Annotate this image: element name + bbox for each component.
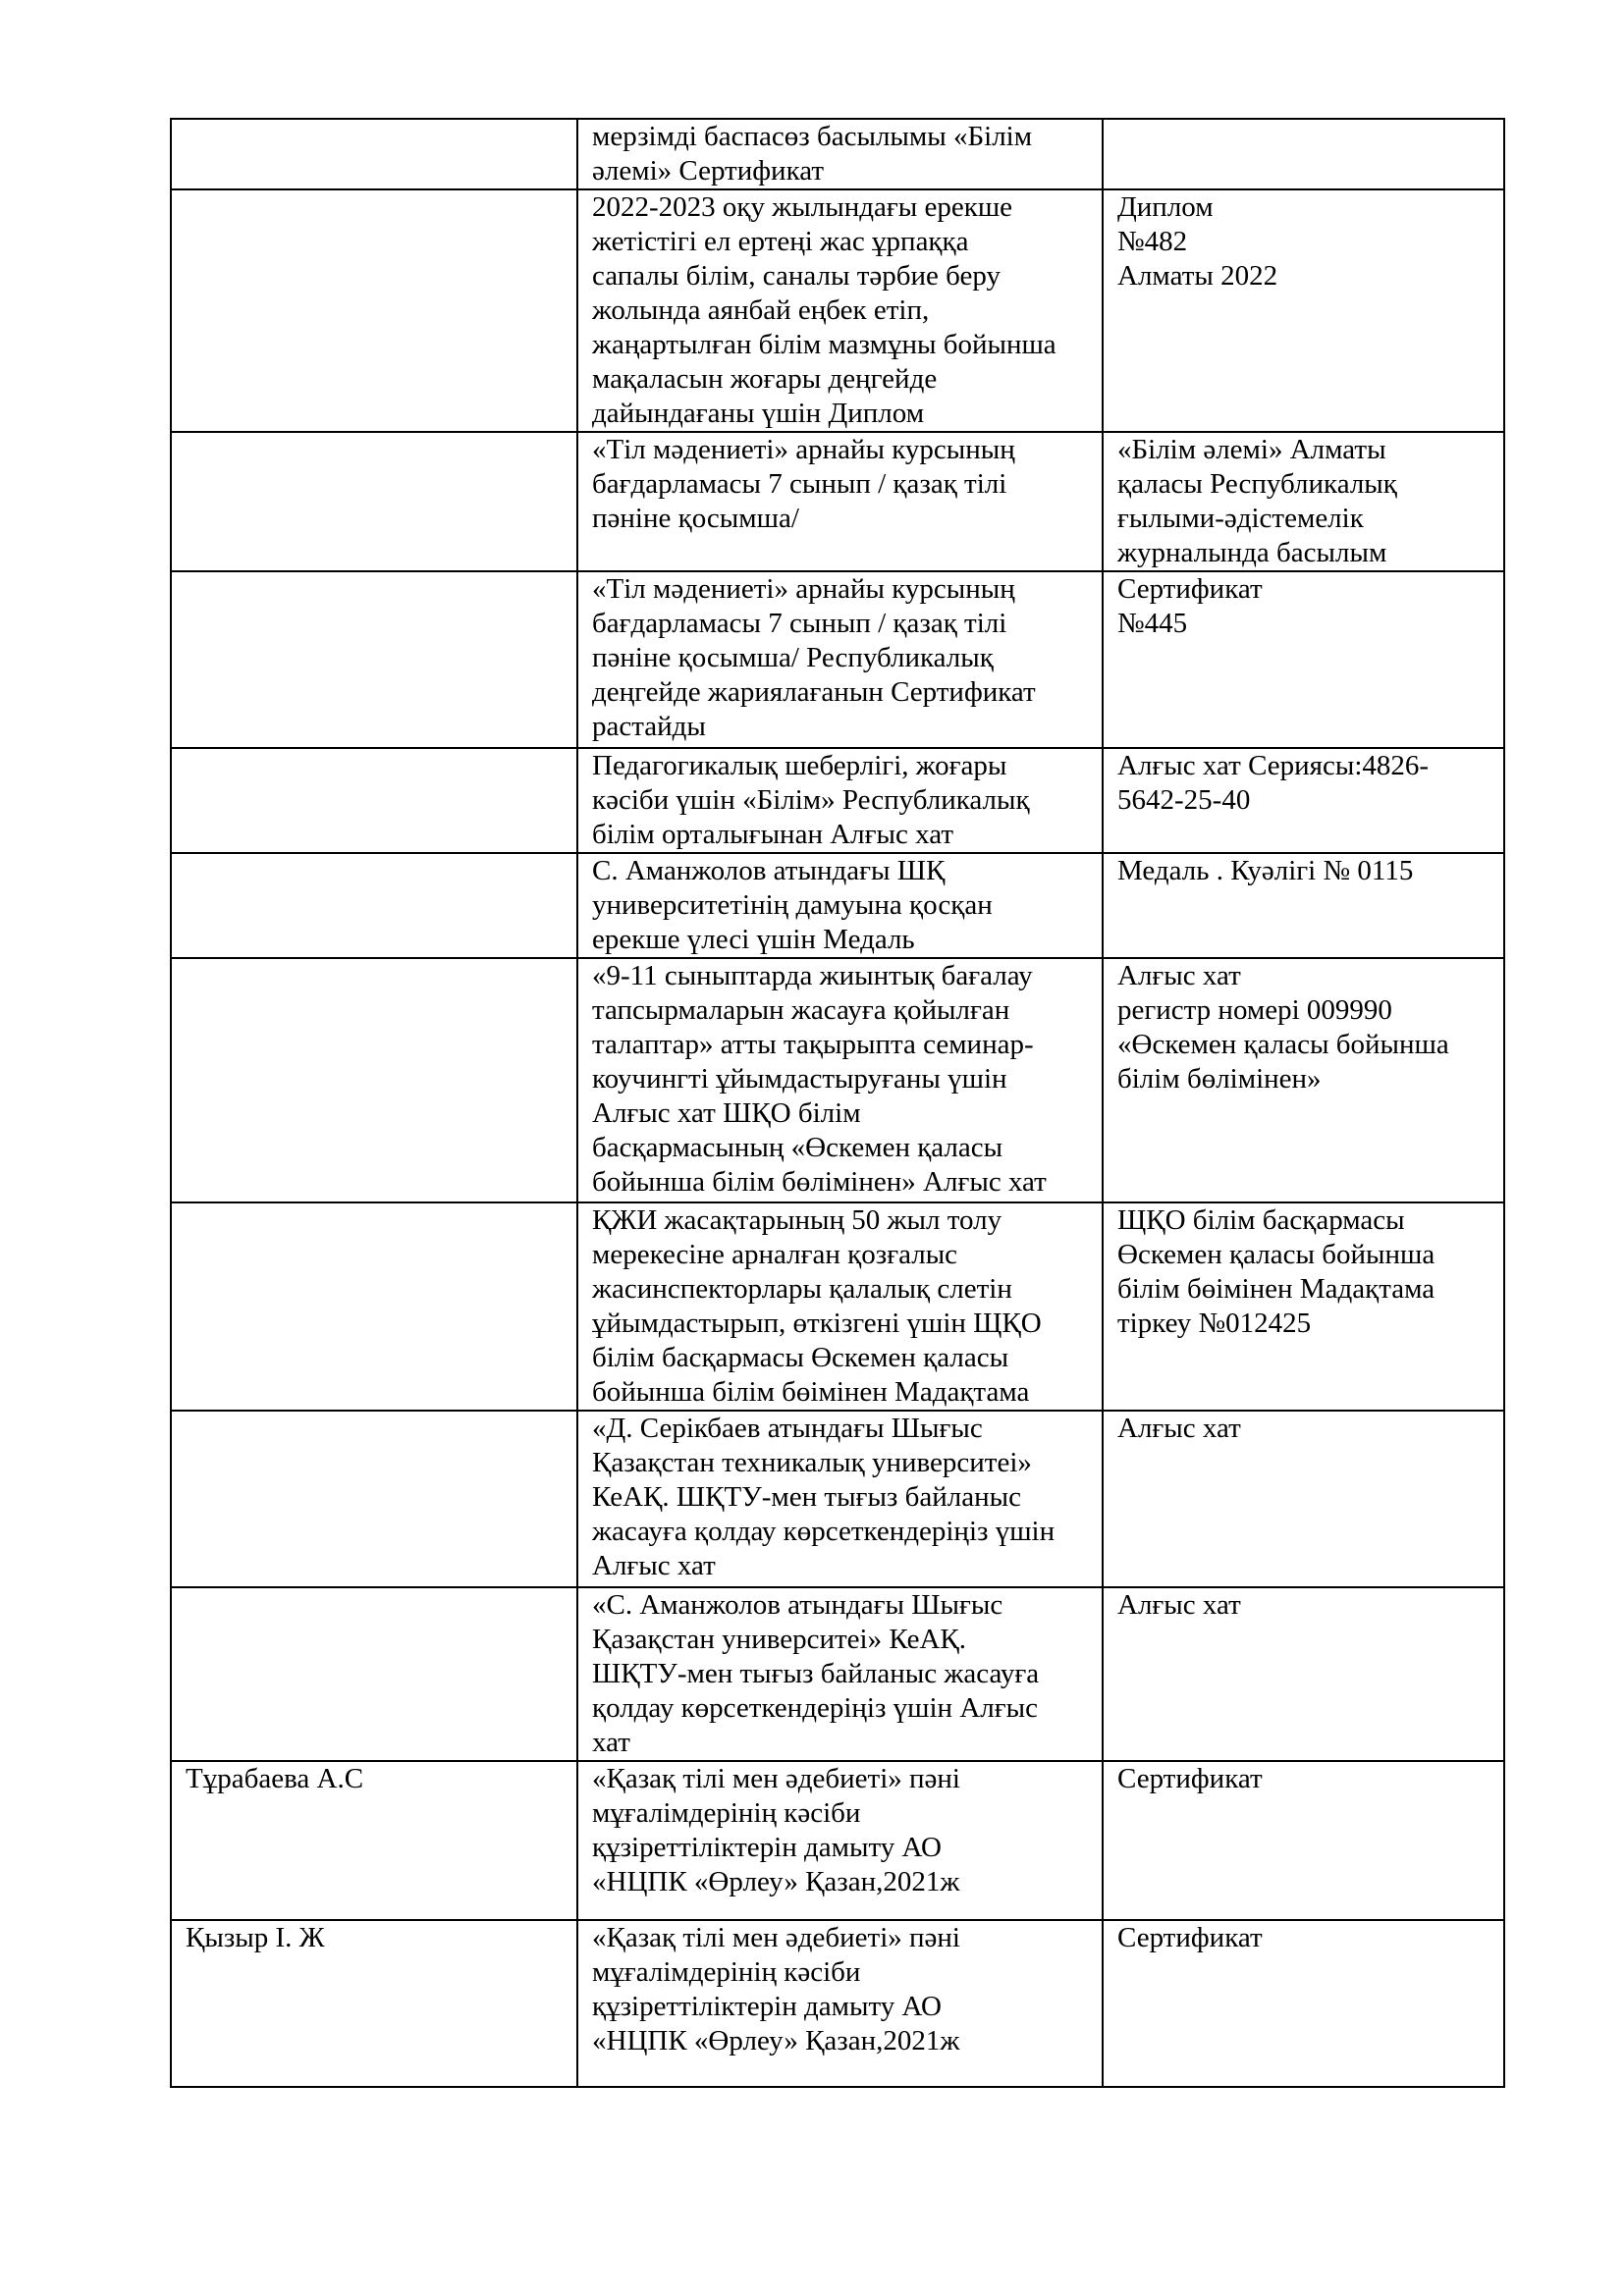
- table-row: [171, 189, 1504, 432]
- table-row: [171, 958, 1504, 1202]
- document-text: Алғыс хат регистр номері 009990 «Өскемен қаласы бойынша білім бөлімінен»: [1117, 960, 1449, 1095]
- teacher-name: Тұрабаева А.С: [186, 1763, 364, 1794]
- table-row: [171, 853, 1504, 958]
- document-cell: [1103, 1920, 1504, 2087]
- table-row: [171, 1761, 1504, 1920]
- achievement-text: Педагогикалық шеберлігі, жоғары кәсіби үшін «Білім» Республикалық білім орталығынан Алғыс хат: [592, 750, 1030, 850]
- achievement-text: «Қазақ тілі мен әдебиеті» пәні мұғалімдерінің кәсіби құзіреттіліктерін дамыту АО «НЦПК «Өрлеу» Қазан,2021ж: [592, 1922, 960, 2056]
- document-cell: [1103, 1202, 1504, 1411]
- achievement-text: 2022-2023 оқу жылындағы ерекше жетістігі ел ертеңі жас ұрпаққа сапалы білім, саналы тәрбие беру жолында аянбай еңбек етіп, жаңартылған білім мазмұны бойынша мақаласын жоғары деңгейде дайындағаны үшін Диплом: [592, 191, 1056, 429]
- document-cell: [1103, 1761, 1504, 1920]
- document-cell: [1103, 432, 1504, 571]
- document-text: «Білім әлемі» Алматы қаласы Республикалық ғылыми-әдістемелік журналында басылым: [1117, 434, 1397, 568]
- achievement-cell: [577, 571, 1103, 748]
- achievement-cell: [577, 748, 1103, 853]
- table-row: [171, 1920, 1504, 2087]
- achievement-cell: [577, 189, 1103, 432]
- document-cell: [1103, 958, 1504, 1202]
- awards-table-body: [171, 119, 1504, 2087]
- achievement-cell: [577, 1920, 1103, 2087]
- achievement-cell: [577, 1411, 1103, 1587]
- document-cell: [1103, 571, 1504, 748]
- table-row: [171, 1202, 1504, 1411]
- document-cell: [1103, 189, 1504, 432]
- document-cell: [1103, 853, 1504, 958]
- document-text: Диплом №482 Алматы 2022: [1117, 191, 1278, 292]
- table-row: [171, 1587, 1504, 1761]
- achievement-text: С. Аманжолов атындағы ШҚ университетінің дамуына қосқан ерекше үлесі үшін Медаль: [592, 855, 993, 955]
- table-row: [171, 119, 1504, 189]
- document-text: Алғыс хат: [1117, 1413, 1241, 1444]
- achievement-text: «Тіл мәдениеті» арнайы курсының бағдарламасы 7 сынып / қазақ тілі пәніне қосымша/: [592, 434, 1015, 534]
- document-text: Медаль . Куәлігі № 0115: [1117, 855, 1414, 886]
- table-row: [171, 432, 1504, 571]
- document-text: Алғыс хат: [1117, 1589, 1241, 1621]
- document-cell: [1103, 1587, 1504, 1761]
- achievement-cell: [577, 1202, 1103, 1411]
- document-text: ЩҚО білім басқармасы Өскемен қаласы бойынша білім бөімінен Мадақтама тіркеу №012425: [1117, 1204, 1435, 1339]
- teacher-name-cell: [171, 853, 577, 958]
- document-text: Алғыс хат Сериясы:4826- 5642-25-40: [1117, 750, 1430, 816]
- teacher-name-cell: [171, 958, 577, 1202]
- teacher-name-cell: [171, 1202, 577, 1411]
- table-row: [171, 1411, 1504, 1587]
- teacher-name-cell: [171, 748, 577, 853]
- achievement-cell: [577, 1761, 1103, 1920]
- teacher-name-cell: [171, 1920, 577, 2087]
- document-cell: [1103, 1411, 1504, 1587]
- document-text: Сертификат: [1117, 1763, 1263, 1794]
- teacher-name-cell: [171, 189, 577, 432]
- teacher-name-cell: [171, 119, 577, 189]
- document-cell: [1103, 119, 1504, 189]
- achievement-cell: [577, 119, 1103, 189]
- teacher-name-cell: [171, 432, 577, 571]
- teacher-name: Қызыр І. Ж: [186, 1922, 325, 1953]
- teacher-name-cell: [171, 571, 577, 748]
- teacher-name-cell: [171, 1587, 577, 1761]
- achievement-text: «С. Аманжолов атындағы Шығыс Қазақстан университеі» КеАҚ. ШҚТУ-мен тығыз байланыс жасауға қолдау көрсеткендеріңіз үшін Алғыс хат: [592, 1589, 1040, 1758]
- awards-table: [170, 118, 1505, 2088]
- achievement-text: ҚЖИ жасақтарының 50 жыл толу мерекесіне арналған қозғалыс жасинспекторлары қалалық слетін ұйымдастырып, өткізгені үшін ЩҚО білім басқармасы Өскемен қаласы бойынша білім бөімінен Мадақтама: [592, 1204, 1042, 1408]
- achievement-text: «9-11 сыныптарда жиынтық бағалау тапсырмаларын жасауға қойылған талаптар» атты тақырыпта семинар- коучингті ұйымдастыруғаны үшін Алғыс хат ШҚО білім басқармасының «Өскемен қаласы бойынша білім бөлімінен» Алғыс хат: [592, 960, 1047, 1198]
- table-row: [171, 571, 1504, 748]
- achievement-cell: [577, 1587, 1103, 1761]
- teacher-name-cell: [171, 1411, 577, 1587]
- achievement-cell: [577, 853, 1103, 958]
- document-text: Сертификат №445: [1117, 573, 1263, 639]
- achievement-text: мерзімді баспасөз басылымы «Білім әлемі» Сертификат: [592, 121, 1033, 187]
- achievement-cell: [577, 432, 1103, 571]
- achievement-text: «Д. Серікбаев атындағы Шығыс Қазақстан техникалық университеі» КеАҚ. ШҚТУ-мен тығыз байланыс жасауға қолдау көрсеткендеріңіз үшін Алғыс хат: [592, 1413, 1056, 1581]
- achievement-text: «Тіл мәдениеті» арнайы курсының бағдарламасы 7 сынып / қазақ тілі пәніне қосымша/ Республикалық деңгейде жариялағанын Сертификат растайды: [592, 573, 1036, 742]
- document-cell: [1103, 748, 1504, 853]
- achievement-text: «Қазақ тілі мен әдебиеті» пәні мұғалімдерінің кәсіби құзіреттіліктерін дамыту АО «НЦПК «Өрлеу» Қазан,2021ж: [592, 1763, 960, 1897]
- document-text: Сертификат: [1117, 1922, 1263, 1953]
- teacher-name-cell: [171, 1761, 577, 1920]
- achievement-cell: [577, 958, 1103, 1202]
- table-row: [171, 748, 1504, 853]
